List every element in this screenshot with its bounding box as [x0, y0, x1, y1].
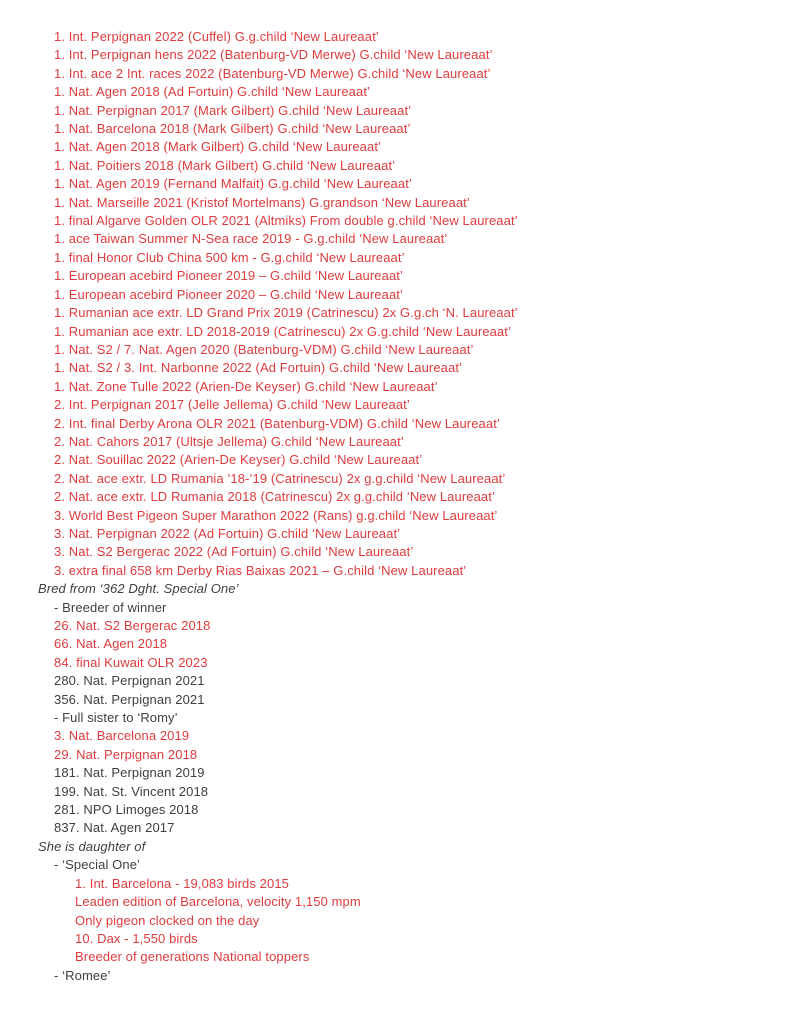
- pedigree-result-line: 2. Int. Perpignan 2017 (Jelle Jellema) G.child ‘New Laureaat’: [54, 397, 410, 413]
- pedigree-result-line: 1. Int. ace 2 Int. races 2022 (Batenburg-VD Merwe) G.child ‘New Laureaat’: [54, 65, 491, 81]
- pedigree-result-line: 1. Nat. S2 / 7. Nat. Agen 2020 (Batenburg-VDM) G.child ‘New Laureaat’: [54, 341, 474, 357]
- pedigree-result-line: 1. Nat. Barcelona 2018 (Mark Gilbert) G.child ‘New Laureaat’: [54, 121, 411, 137]
- pedigree-result-line: 1. Nat. Zone Tulle 2022 (Arien-De Keyser) G.child ‘New Laureaat’: [54, 378, 438, 394]
- pedigree-result-line: 3. Nat. Barcelona 2019: [54, 728, 190, 744]
- pedigree-result-line: 2. Nat. ace extr. LD Rumania 2018 (Catrinescu) 2x g.g.child ‘New Laureaat’: [54, 489, 495, 505]
- pedigree-result-line: 2. Nat. ace extr. LD Rumania ’18-’19 (Catrinescu) 2x g.g.child ‘New Laureaat’: [54, 470, 506, 486]
- pedigree-result-line: 2. Nat. Cahors 2017 (Ultsje Jellema) G.child ‘New Laureaat’: [54, 433, 404, 449]
- pedigree-result-line: 1. Rumanian ace extr. LD Grand Prix 2019 (Catrinescu) 2x G.g.ch ‘N. Laureaat’: [54, 305, 518, 321]
- pedigree-result-line: 2. Int. final Derby Arona OLR 2021 (Batenburg-VDM) G.child ‘New Laureaat’: [54, 415, 500, 431]
- pedigree-result-line: 281. NPO Limoges 2018: [54, 802, 199, 818]
- pedigree-result-line: 1. Int. Perpignan 2022 (Cuffel) G.g.child ‘New Laureaat’: [54, 29, 379, 44]
- pedigree-result-line: 280. Nat. Perpignan 2021: [54, 673, 205, 689]
- pedigree-result-line: 84. final Kuwait OLR 2023: [54, 654, 208, 670]
- pedigree-result-line: - ‘Romee’: [54, 967, 111, 983]
- section-heading-line: She is daughter of: [38, 838, 146, 854]
- pedigree-result-line: Leaden edition of Barcelona, velocity 1,150 mpm: [75, 894, 361, 910]
- section-heading-line: Bred from ‘362 Dght. Special One’: [38, 581, 239, 597]
- pedigree-result-line: Breeder of generations National toppers: [75, 949, 310, 965]
- pedigree-result-line: 2. Nat. Souillac 2022 (Arien-De Keyser) G.child ‘New Laureaat’: [54, 452, 423, 468]
- pedigree-result-line: 10. Dax - 1,550 birds: [75, 930, 198, 946]
- pedigree-result-line: 1. final Algarve Golden OLR 2021 (Altmiks) From double g.child ‘New Laureaat’: [54, 213, 518, 229]
- pedigree-result-line: Only pigeon clocked on the day: [75, 912, 260, 928]
- pedigree-result-line: 1. ace Taiwan Summer N-Sea race 2019 - G.g.child ‘New Laureaat’: [54, 231, 448, 247]
- pedigree-result-line: 1. Nat. Poitiers 2018 (Mark Gilbert) G.child ‘New Laureaat’: [54, 157, 396, 173]
- pedigree-result-line: 837. Nat. Agen 2017: [54, 820, 175, 836]
- pedigree-result-line: 181. Nat. Perpignan 2019: [54, 765, 205, 781]
- pedigree-result-line: 199. Nat. St. Vincent 2018: [54, 783, 209, 799]
- pedigree-result-line: 3. Nat. Perpignan 2022 (Ad Fortuin) G.child ‘New Laureaat’: [54, 525, 401, 541]
- pedigree-result-line: - ‘Special One’: [54, 857, 141, 873]
- pedigree-result-line: 356. Nat. Perpignan 2021: [54, 691, 205, 707]
- pedigree-result-line: 1. Int. Barcelona - 19,083 birds 2015: [75, 875, 290, 891]
- pedigree-result-line: 1. Nat. Agen 2019 (Fernand Malfait) G.g.child ‘New Laureaat’: [54, 176, 412, 192]
- pedigree-result-line: 29. Nat. Perpignan 2018: [54, 746, 198, 762]
- pedigree-result-line: 3. World Best Pigeon Super Marathon 2022 (Rans) g.g.child ‘New Laureaat’: [54, 507, 498, 523]
- pedigree-result-line: 1. Nat. S2 / 3. Int. Narbonne 2022 (Ad Fortuin) G.child ‘New Laureaat’: [54, 360, 463, 376]
- pedigree-result-line: 1. Nat. Perpignan 2017 (Mark Gilbert) G.child ‘New Laureaat’: [54, 102, 412, 118]
- pedigree-result-line: - Breeder of winner: [54, 599, 167, 615]
- pedigree-result-line: 3. Nat. S2 Bergerac 2022 (Ad Fortuin) G.child ‘New Laureaat’: [54, 544, 414, 560]
- pedigree-result-line: 1. final Honor Club China 500 km - G.g.child ‘New Laureaat’: [54, 249, 405, 265]
- pedigree-result-line: 1. Nat. Agen 2018 (Mark Gilbert) G.child ‘New Laureaat’: [54, 139, 382, 155]
- pedigree-result-line: - Full sister to ‘Romy’: [54, 710, 178, 726]
- pedigree-result-line: 3. extra final 658 km Derby Rias Baixas 2021 – G.child ‘New Laureaat’: [54, 562, 467, 578]
- pedigree-result-line: 66. Nat. Agen 2018: [54, 636, 168, 652]
- pedigree-result-line: 1. European acebird Pioneer 2019 – G.child ‘New Laureaat’: [54, 268, 403, 284]
- pedigree-result-line: 1. European acebird Pioneer 2020 – G.child ‘New Laureaat’: [54, 286, 403, 302]
- pedigree-result-line: 1. Int. Perpignan hens 2022 (Batenburg-VD Merwe) G.child ‘New Laureaat’: [54, 47, 493, 63]
- pedigree-result-line: 1. Rumanian ace extr. LD 2018-2019 (Catrinescu) 2x G.g.child ‘New Laureaat’: [54, 323, 511, 339]
- pedigree-result-line: 26. Nat. S2 Bergerac 2018: [54, 618, 211, 633]
- pedigree-result-line: 1. Nat. Agen 2018 (Ad Fortuin) G.child ‘New Laureaat’: [54, 84, 371, 100]
- pedigree-result-line: 1. Nat. Marseille 2021 (Kristof Mortelmans) G.grandson ‘New Laureaat’: [54, 194, 470, 210]
